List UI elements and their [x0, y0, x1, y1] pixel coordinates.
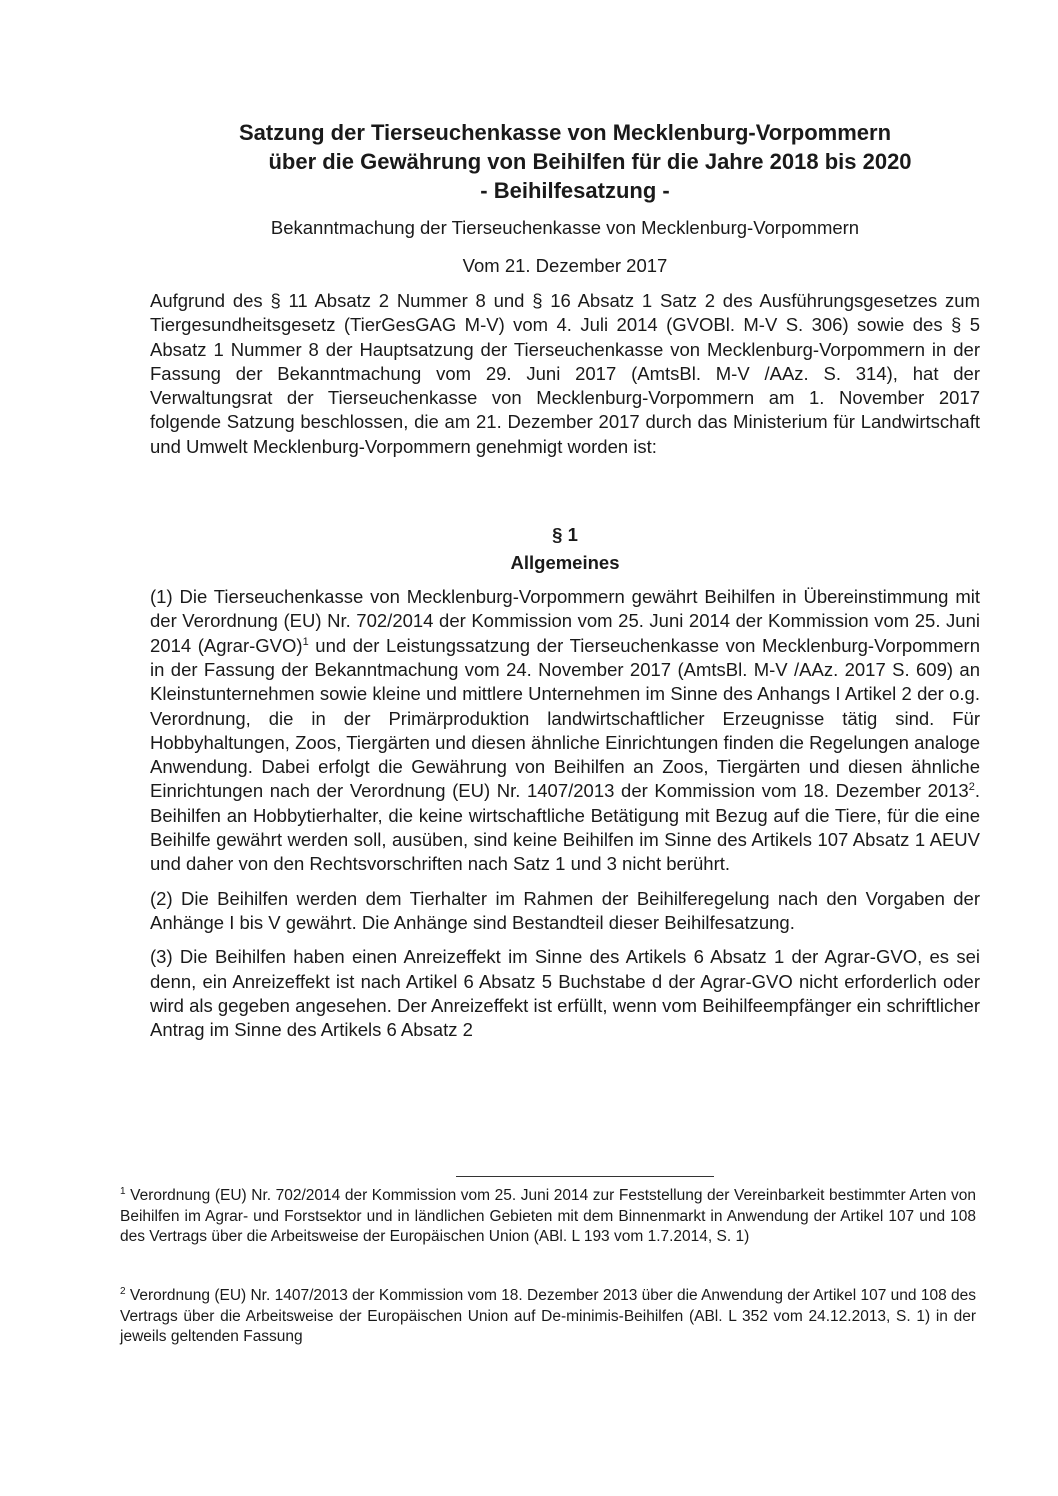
footnote-1-text: Verordnung (EU) Nr. 702/2014 der Kommission vom 25. Juni 2014 zur Feststellung der Vereinbarkeit bestimmter Arten von Beihilfen im Agrar- und Forstsektor und in ländlichen Gebieten mit dem Binnenmarkt in Anwendung der Artikel 107 und 108 des Vertrags über die Arbeitsweise der Europäischen Union (ABl. L 193 vom 1.7.2014, S. 1)	[120, 1187, 976, 1245]
section-1-number: § 1	[552, 524, 578, 546]
footnote-1	[120, 1186, 976, 1248]
footnote-2	[120, 1286, 976, 1348]
footnote-ref-1[interactable]: 1	[302, 635, 309, 648]
document-page	[150, 118, 980, 1042]
document-title	[150, 118, 980, 205]
section-1-paragraph-2: (2) Die Beihilfen werden dem Tierhalter im Rahmen der Beihilferegelung nach den Vorgaben der Anhänge I bis V gewährt. Die Anhänge sind Bestandteil dieser Beihilfesatzung.	[150, 887, 980, 933]
footnote-2-marker: 2	[120, 1286, 126, 1297]
footnote-2-text: Verordnung (EU) Nr. 1407/2013 der Kommission vom 18. Dezember 2013 über die Anwendung der Artikel 107 und 108 des Vertrags über die Arbeitsweise der Europäischen Union auf De-minimis-Beihilfen (ABl. L 352 vom 24.12.2013, S. 1) in der jeweils geltenden Fassung	[120, 1287, 976, 1345]
footnote-1-marker: 1	[120, 1186, 126, 1197]
paragraph-1-part-c: . Beihilfen an Hobbytierhalter, die keine wirtschaftliche Betätigung mit Bezug auf die Tiere, für die eine Beihilfe gewährt werden soll, ausüben, sind keine Beihilfen im Sinne des Artikels 107 Absatz 1 AEUV und daher von den Rechtsvorschriften nach Satz 1 und 3 nicht berührt.	[150, 780, 980, 875]
footnote-separator	[456, 1176, 714, 1177]
title-line-2: über die Gewährung von Beihilfen für die Jahre 2018 bis 2020	[268, 149, 912, 174]
title-line-3: - Beihilfesatzung -	[480, 178, 670, 203]
title-line-1: Satzung der Tierseuchenkasse von Mecklenburg-Vorpommern	[238, 120, 892, 145]
publication-date: Vom 21. Dezember 2017	[462, 255, 668, 276]
paragraph-1-part-b: und der Leistungssatzung der Tierseuchenkasse von Mecklenburg-Vorpommern in der Fassung der Bekanntmachung vom 24. November 2017 (AmtsBl. M-V /AAz. 2017 S. 609) an Kleinstunternehmen sowie kleine und mittlere Unternehmen im Sinne des Anhangs I Artikel 2 der o.g. Verordnung, die in der Primärproduktion landwirtschaftlicher Erzeugnisse tätig sind. Für Hobbyhaltungen, Zoos, Tiergärten und diesen ähnliche Einrichtungen finden die Regelungen analoge Anwendung. Dabei erfolgt die Gewährung von Beihilfen an Zoos, Tiergärten und diesen ähnliche Einrichtungen nach der Verordnung (EU) Nr. 1407/2013 der Kommission vom 18. Dezember 2013	[150, 634, 980, 802]
publication-notice: Bekanntmachung der Tierseuchenkasse von Mecklenburg-Vorpommern	[270, 217, 860, 238]
section-1-paragraph-1	[150, 585, 980, 877]
footnote-ref-2[interactable]: 2	[968, 781, 975, 794]
preamble-text: Aufgrund des § 11 Absatz 2 Nummer 8 und § 16 Absatz 1 Satz 2 des Ausführungsgesetzes zum Tiergesundheitsgesetz (TierGesGAG M-V) vom 4. Juli 2014 (GVOBl. M-V S. 306) sowie des § 5 Absatz 1 Nummer 8 der Hauptsatzung der Tierseuchenkasse von Mecklenburg-Vorpommern in der Fassung der Bekanntmachung vom 29. Juni 2017 (AmtsBl. M-V /AAz. S. 314), hat der Verwaltungsrat der Tierseuchenkasse von Mecklenburg-Vorpommern am 1. November 2017 folgende Satzung beschlossen, die am 21. Dezember 2017 durch das Ministerium für Landwirtschaft und Umwelt Mecklenburg-Vorpommern genehmigt worden ist:	[150, 290, 980, 457]
section-1-paragraph-3: (3) Die Beihilfen haben einen Anreizeffekt im Sinne des Artikels 6 Absatz 1 der Agrar-GVO, es sei denn, ein Anreizeffekt ist nach Artikel 6 Absatz 5 Buchstabe d der Agrar-GVO nicht erforderlich oder wird als gegeben angesehen. Der Anreizeffekt ist erfüllt, wenn vom Beihilfeempfänger ein schriftlicher Antrag im Sinne des Artikels 6 Absatz 2	[150, 946, 980, 1041]
section-1-heading: Allgemeines	[510, 552, 620, 574]
paragraph-1-part-a: (1) Die Tierseuchenkasse von Mecklenburg-Vorpommern gewährt Beihilfen in Übereinstimmung mit der Verordnung (EU) Nr. 702/2014 der Kommission vom 25. Juni 2014 der Kommission vom 25. Juni 2014 (Agrar-GVO)	[150, 586, 980, 656]
